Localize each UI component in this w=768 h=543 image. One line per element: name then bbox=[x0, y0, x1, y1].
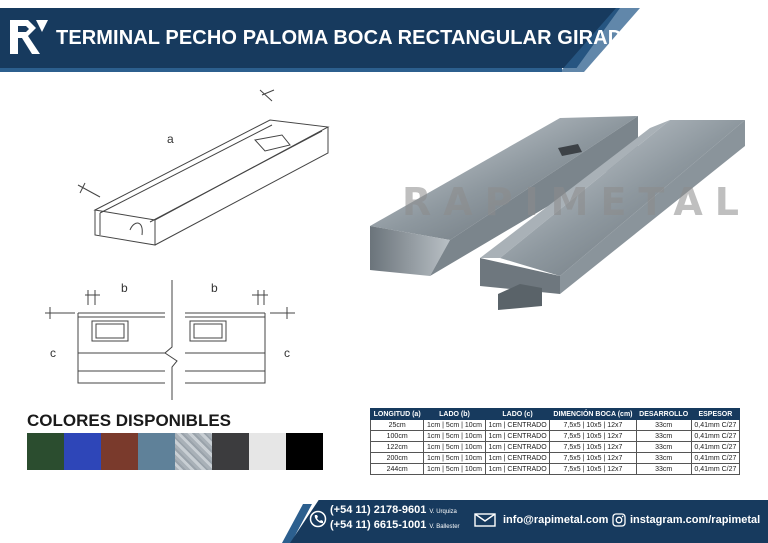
table-row bbox=[371, 431, 740, 442]
phone-2-number[interactable]: (+54 11) 6615-1001 bbox=[330, 519, 427, 531]
table-cell: 7,5x5 | 10x5 | 12x7 bbox=[550, 431, 636, 442]
table-cell: 0,41mm C/27 bbox=[691, 442, 739, 453]
table-cell: 33cm bbox=[636, 442, 691, 453]
phone-1-location: V. Urquiza bbox=[429, 509, 457, 515]
table-cell: 1cm | CENTRADO bbox=[485, 464, 550, 475]
phone-1[interactable] bbox=[330, 504, 457, 516]
page-title: TERMINAL PECHO PALOMA BOCA RECTANGULAR GIRADA bbox=[56, 27, 637, 49]
color-swatch bbox=[286, 433, 323, 470]
table-header-row bbox=[371, 409, 740, 420]
table-cell: 1cm | 5cm | 10cm bbox=[424, 420, 485, 431]
table-row bbox=[371, 420, 740, 431]
color-swatch bbox=[138, 433, 175, 470]
whatsapp-icon bbox=[309, 510, 327, 528]
header-stripe bbox=[0, 68, 562, 72]
header-banner bbox=[0, 0, 768, 80]
column-header: LADO (c) bbox=[485, 409, 550, 420]
table-cell: 100cm bbox=[371, 431, 424, 442]
color-swatch bbox=[212, 433, 249, 470]
dimension-label-c-right: c bbox=[284, 346, 290, 360]
column-header: LADO (b) bbox=[424, 409, 485, 420]
table-cell: 1cm | CENTRADO bbox=[485, 442, 550, 453]
table-cell: 1cm | 5cm | 10cm bbox=[424, 464, 485, 475]
table-cell: 1cm | CENTRADO bbox=[485, 431, 550, 442]
phone-2[interactable] bbox=[330, 519, 460, 531]
table-cell: 122cm bbox=[371, 442, 424, 453]
table-cell: 33cm bbox=[636, 464, 691, 475]
table-row bbox=[371, 453, 740, 464]
table-cell: 33cm bbox=[636, 431, 691, 442]
mail-icon bbox=[474, 513, 496, 527]
dimension-label-c-left: c bbox=[50, 346, 56, 360]
table-cell: 200cm bbox=[371, 453, 424, 464]
table-cell: 1cm | CENTRADO bbox=[485, 453, 550, 464]
table-cell: 244cm bbox=[371, 464, 424, 475]
dimension-label-a: a bbox=[167, 132, 174, 146]
color-swatch bbox=[175, 433, 212, 470]
column-header: DIMENCIÓN BOCA (cm) bbox=[550, 409, 636, 420]
color-swatch bbox=[27, 433, 64, 470]
table-cell: 33cm bbox=[636, 453, 691, 464]
dimension-label-b-right: b bbox=[211, 281, 218, 295]
table-row bbox=[371, 442, 740, 453]
colors-title: COLORES DISPONIBLES bbox=[27, 411, 232, 430]
column-header: ESPESOR bbox=[691, 409, 739, 420]
table-cell: 1cm | 5cm | 10cm bbox=[424, 431, 485, 442]
table-cell: 0,41mm C/27 bbox=[691, 464, 739, 475]
table-cell: 25cm bbox=[371, 420, 424, 431]
section-drawing bbox=[40, 275, 320, 405]
table-cell: 1cm | 5cm | 10cm bbox=[424, 442, 485, 453]
table-cell: 33cm bbox=[636, 420, 691, 431]
color-swatch bbox=[249, 433, 286, 470]
instagram-icon bbox=[612, 513, 626, 527]
email-link[interactable]: info@rapimetal.com bbox=[503, 514, 609, 526]
table-cell: 0,41mm C/27 bbox=[691, 420, 739, 431]
spec-table bbox=[370, 408, 740, 475]
table-cell: 7,5x5 | 10x5 | 12x7 bbox=[550, 453, 636, 464]
table-cell: 7,5x5 | 10x5 | 12x7 bbox=[550, 464, 636, 475]
table-cell: 7,5x5 | 10x5 | 12x7 bbox=[550, 420, 636, 431]
phone-2-location: V. Ballester bbox=[429, 524, 460, 530]
color-swatches bbox=[27, 433, 323, 470]
column-header: LONGITUD (a) bbox=[371, 409, 424, 420]
phone-1-number[interactable]: (+54 11) 2178-9601 bbox=[330, 504, 427, 516]
table-cell: 0,41mm C/27 bbox=[691, 431, 739, 442]
watermark: RAPIMETAL bbox=[402, 180, 752, 224]
color-swatch bbox=[64, 433, 101, 470]
table-cell: 7,5x5 | 10x5 | 12x7 bbox=[550, 442, 636, 453]
instagram-link[interactable]: instagram.com/rapimetal bbox=[630, 514, 761, 526]
isometric-drawing bbox=[60, 85, 350, 265]
table-row bbox=[371, 464, 740, 475]
color-swatch bbox=[101, 433, 138, 470]
dimension-label-b-left: b bbox=[121, 281, 128, 295]
table-cell: 1cm | CENTRADO bbox=[485, 420, 550, 431]
table-cell: 0,41mm C/27 bbox=[691, 453, 739, 464]
column-header: DESARROLLO bbox=[636, 409, 691, 420]
rapimetal-logo-icon bbox=[6, 14, 52, 62]
table-cell: 1cm | 5cm | 10cm bbox=[424, 453, 485, 464]
